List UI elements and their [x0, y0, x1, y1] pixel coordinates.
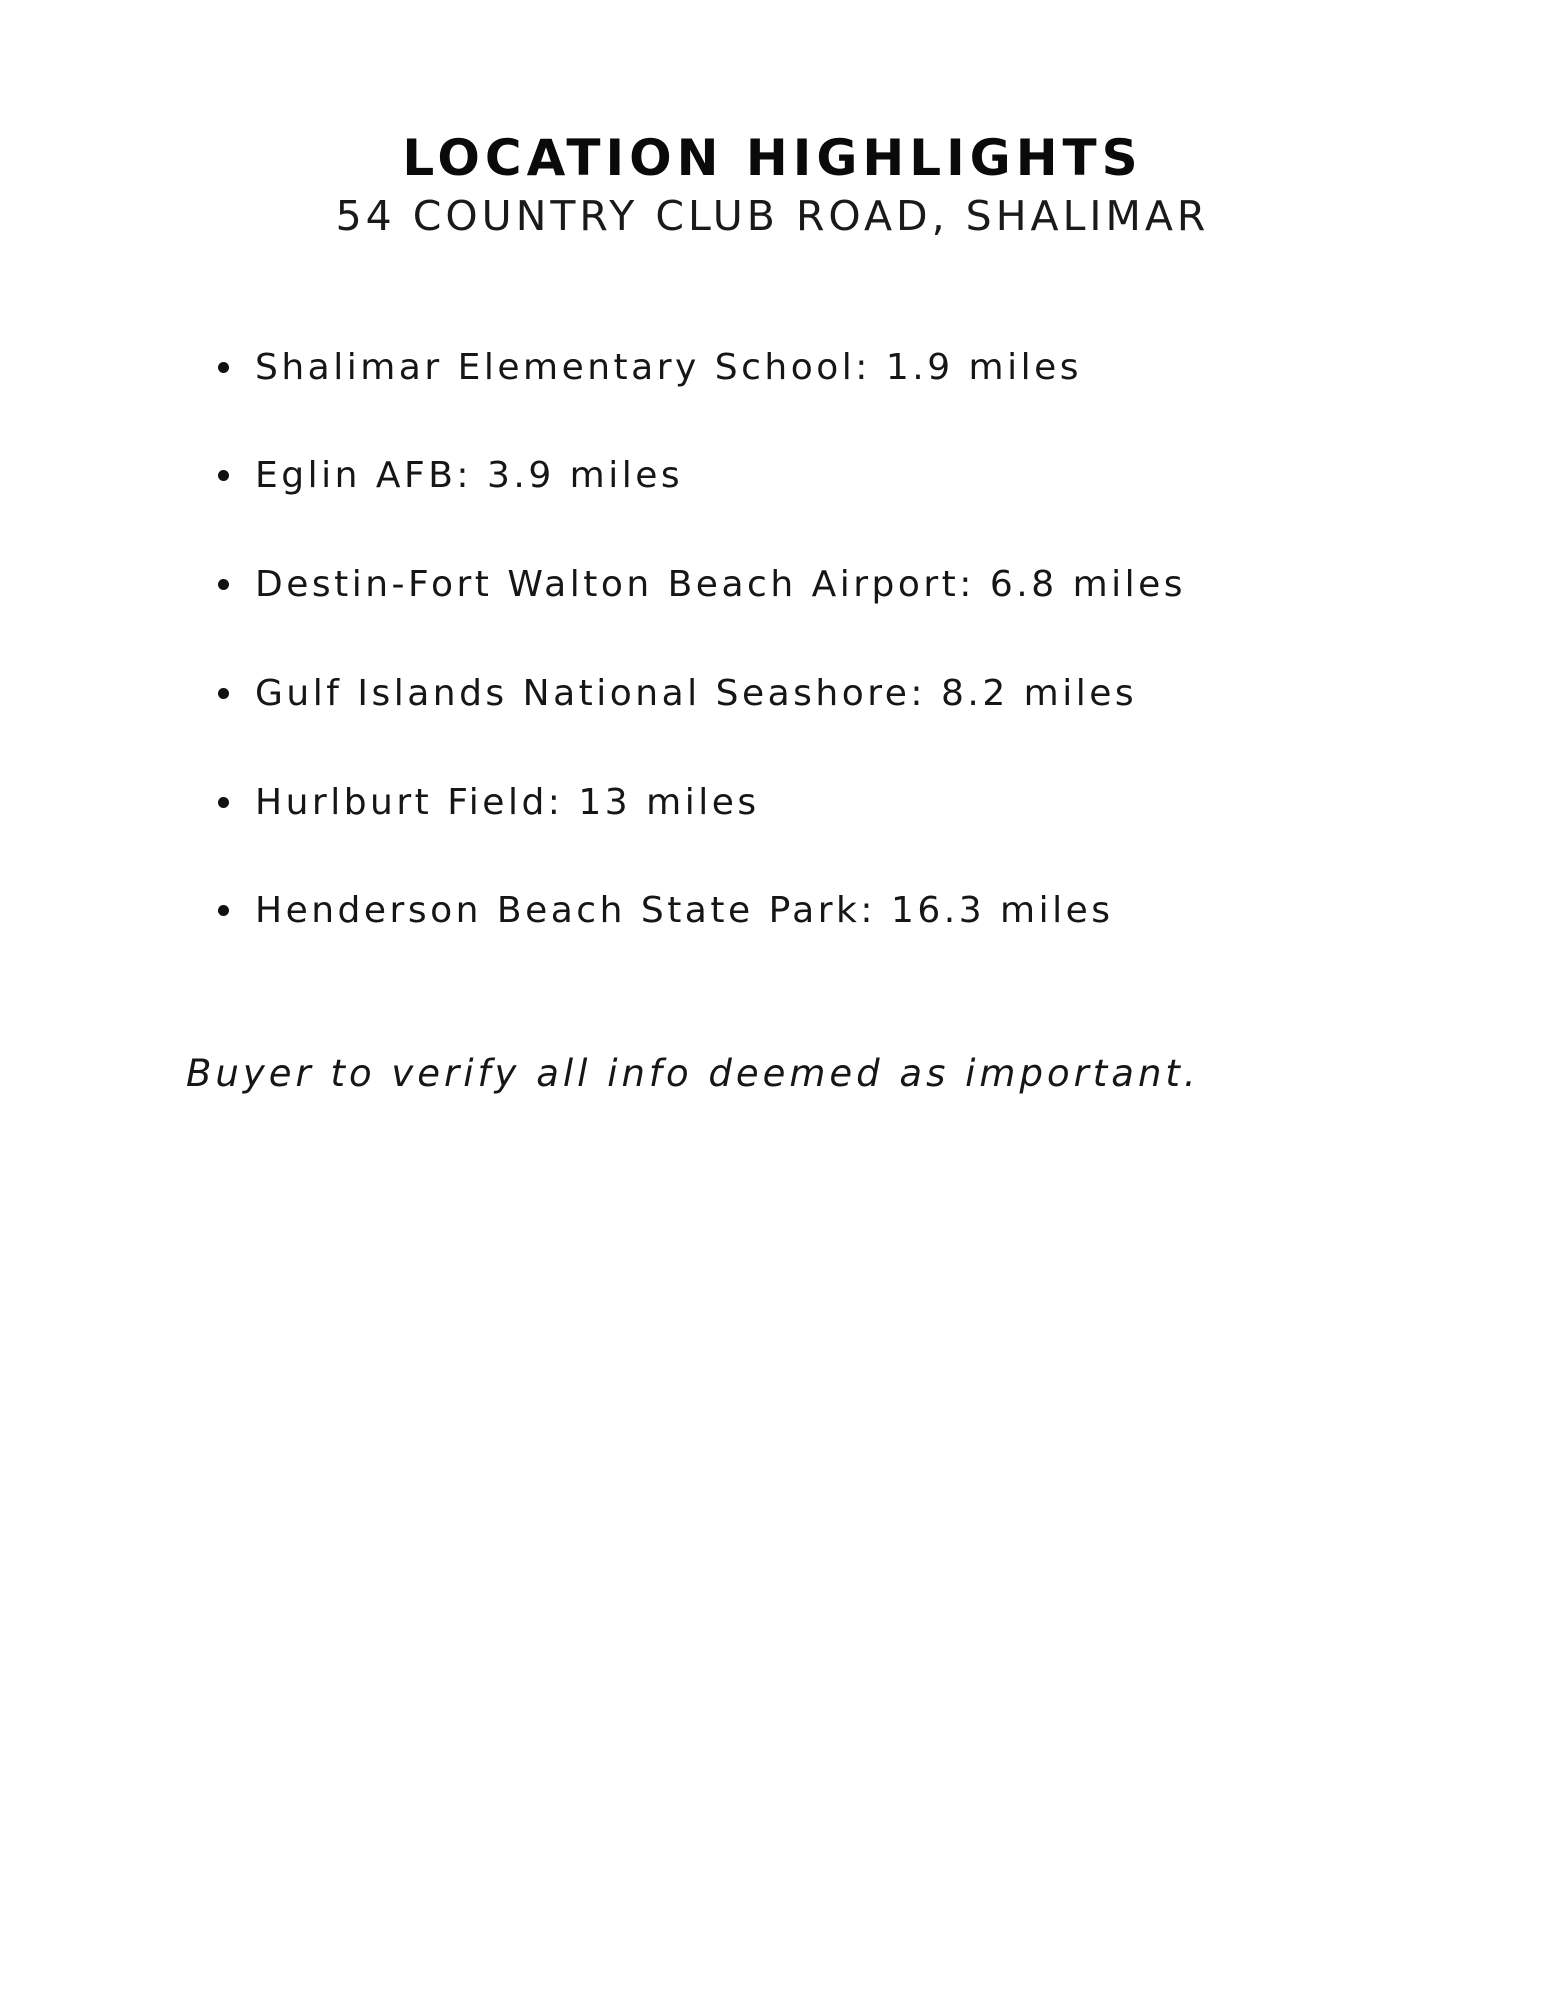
list-item-text: Shalimar Elementary School: 1.9 miles [255, 347, 1083, 388]
list-item-text: Hurlburt Field: 13 miles [255, 782, 760, 823]
bullet-icon [218, 470, 229, 481]
property-address: 54 COUNTRY CLUB ROAD, SHALIMAR [335, 192, 1210, 240]
page-title: LOCATION HIGHLIGHTS [402, 129, 1143, 187]
list-item [218, 885, 1468, 937]
list-item [218, 342, 1468, 394]
bullet-icon [218, 362, 229, 373]
list-item [218, 450, 1468, 502]
list-item-text: Henderson Beach State Park: 16.3 miles [255, 890, 1114, 931]
list-item [218, 777, 1468, 829]
list-item-text: Gulf Islands National Seashore: 8.2 miles [255, 673, 1138, 714]
list-item-text: Eglin AFB: 3.9 miles [255, 455, 684, 496]
bullet-icon [218, 688, 229, 699]
disclaimer-note: Buyer to verify all info deemed as important. [186, 1052, 1200, 1095]
bullet-icon [218, 905, 229, 916]
bullet-icon [218, 797, 229, 808]
bullet-icon [218, 579, 229, 590]
list-item [218, 668, 1468, 720]
list-item-text: Destin-Fort Walton Beach Airport: 6.8 miles [255, 564, 1187, 605]
list-item [218, 559, 1468, 611]
